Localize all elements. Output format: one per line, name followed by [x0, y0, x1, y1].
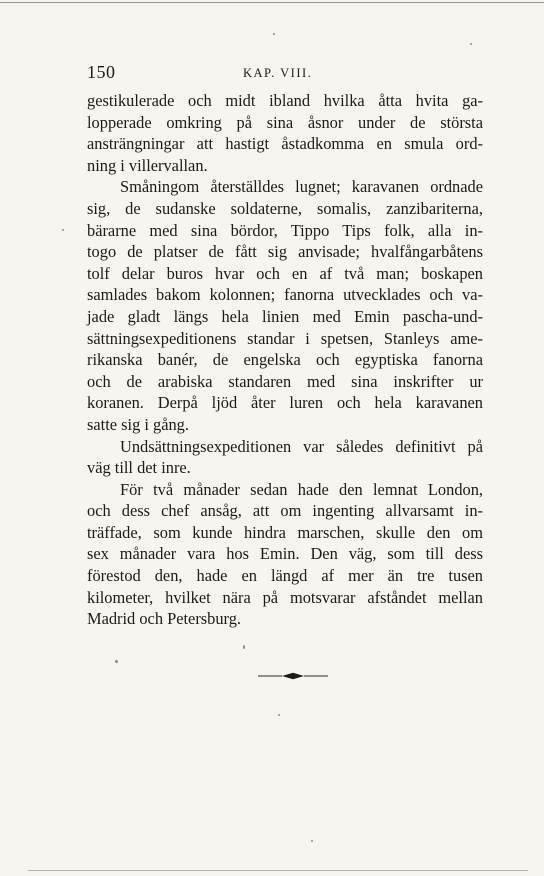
- text-line: rikanska banér, de engelska och egyptiska fanorna: [87, 350, 483, 370]
- text-line: tolf delar buros hvar och en af två man; boskapen: [87, 263, 483, 283]
- text-line: bärarne med sina bördor, Tippo Tips folk, alla in-: [87, 220, 483, 240]
- text-line: togo de platser de fått sig anvisade; hvalfångarbåtens: [87, 242, 483, 262]
- text-line: och de arabiska standaren med sina inskrifter ur: [87, 371, 483, 391]
- text-line: ning i villervallan.: [87, 155, 208, 175]
- paper-speck: [273, 33, 275, 35]
- text-line: väg till det inre.: [87, 458, 191, 478]
- text-line: och dess chef ansåg, att om ingenting allvarsamt in-: [87, 501, 483, 521]
- text-line: sex månader vara hos Emin. Den väg, som till dess: [87, 544, 483, 564]
- paper-speck: [278, 714, 280, 716]
- paper-speck: [243, 645, 245, 649]
- text-line: För två månader sedan hade den lemnat London,: [120, 479, 483, 499]
- paper-speck: [62, 229, 64, 231]
- text-line: koranen. Derpå ljöd åter luren och hela karavanen: [87, 393, 483, 413]
- text-line: Småningom återställdes lugnet; karavanen ordnade: [120, 177, 483, 197]
- text-line: ansträngningar att hastigt åstadkomma en smula ord-: [87, 134, 483, 154]
- text-line: lopperade omkring på sina åsnor under de största: [87, 112, 483, 132]
- text-line: träffade, som kunde hindra marschen, skulle den om: [87, 522, 483, 542]
- paper-speck: [470, 43, 472, 45]
- paper-speck: [311, 840, 313, 842]
- top-page-edge: [0, 2, 544, 3]
- text-line: sig, de sudanske soldaterne, somalis, zanzibariterna,: [87, 198, 483, 218]
- text-line: jade gladt längs hela linien med Emin pascha-und-: [87, 306, 483, 326]
- text-line: samlades bakom kolonnen; fanorna utvecklades och va-: [87, 285, 483, 305]
- text-line: sättningsexpeditionens standar i spetsen, Stanleys ame-: [87, 328, 483, 348]
- body-text: [87, 90, 483, 630]
- page-number: 150: [87, 62, 116, 82]
- section-end-ornament: [258, 670, 328, 682]
- text-line: kilometer, hvilket nära på motsvarar afståndet mellan: [87, 587, 483, 607]
- page-header: [87, 62, 483, 86]
- running-head: KAP. VIII.: [243, 66, 313, 80]
- text-line: Madrid och Petersburg.: [87, 609, 242, 629]
- text-line: gestikulerade och midt ibland hvilka åtta hvita ga-: [87, 91, 483, 110]
- text-line: satte sig i gång.: [87, 414, 189, 434]
- text-line: Undsättningsexpeditionen var således definitivt på: [120, 436, 483, 456]
- paper-speck: [115, 660, 118, 663]
- text-line: förestod den, hade en längd af mer än tre tusen: [87, 566, 483, 586]
- ornament-diamond: [282, 673, 304, 679]
- bottom-page-edge: [28, 870, 528, 871]
